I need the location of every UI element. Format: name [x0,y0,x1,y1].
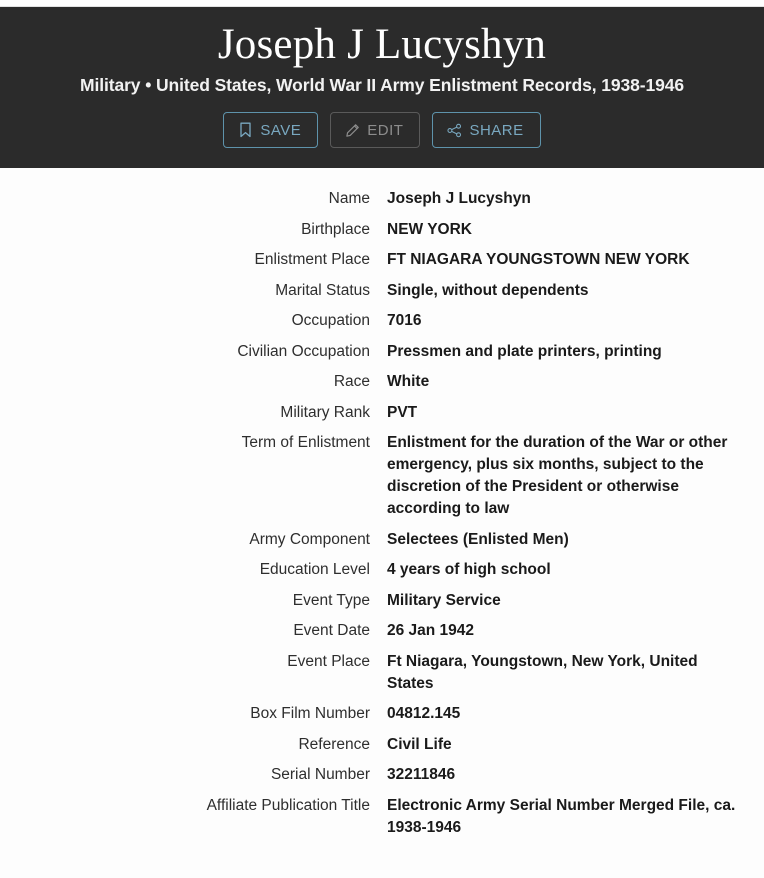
edit-button[interactable] [330,112,420,148]
table-row [0,188,764,219]
field-label: Education Level [259,561,370,579]
field-label: Marital Status [275,281,370,299]
field-label: Occupation [291,312,370,330]
field-value: 4 years of high school [387,561,551,579]
table-row [0,341,764,372]
field-value: 7016 [387,312,422,330]
page-title: Joseph J Lucyshyn [217,21,547,68]
record-details [0,168,764,847]
table-row [0,249,764,280]
share-nodes-icon [447,122,462,138]
table-row [0,432,764,529]
field-value: Joseph J Lucyshyn [387,190,531,208]
field-value: Single, without dependents [387,281,589,299]
top-divider [0,0,764,7]
field-label: Name [328,190,370,208]
field-label: Army Component [249,530,370,548]
field-label: Affiliate Publication Title [206,796,370,814]
table-row [0,703,764,734]
table-row [0,734,764,765]
field-value: Military Service [387,591,501,609]
field-value: FT NIAGARA YOUNGSTOWN NEW YORK [387,251,690,269]
field-label: Military Rank [280,403,370,421]
field-label: Reference [298,735,370,753]
table-row [0,559,764,590]
field-value: Enlistment for the duration of the War or other emergency, plus six months, subject to the discretion of the President or otherwise according to law [387,434,728,518]
record-header [0,7,764,168]
table-row [0,795,764,848]
table-row [0,651,764,704]
field-value: White [387,373,430,391]
field-label: Serial Number [270,766,370,784]
bookmark-icon [238,122,253,138]
header-action-bar [12,112,752,148]
table-row [0,764,764,795]
table-row [0,310,764,341]
field-label: Race [333,373,370,391]
field-label: Civilian Occupation [237,342,370,360]
field-value: 32211846 [387,766,456,784]
table-row [0,219,764,250]
field-label: Term of Enlistment [241,434,370,452]
field-value: Civil Life [387,735,452,753]
field-value: Ft Niagara, Youngstown, New York, United States [387,652,698,692]
table-row [0,529,764,560]
field-label: Event Place [287,652,370,670]
field-value: 04812.145 [387,705,461,723]
pencil-icon [345,122,360,138]
save-button-label: SAVE [260,121,302,139]
table-row [0,280,764,311]
table-row [0,371,764,402]
share-button[interactable] [432,112,540,148]
field-label: Enlistment Place [254,251,370,269]
field-value: Pressmen and plate printers, printing [387,342,662,360]
field-value: Selectees (Enlisted Men) [387,530,569,548]
record-fields-table [0,188,764,847]
record-collection-subtitle: Military • United States, World War II Army Enlistment Records, 1938-1946 [79,75,685,96]
field-value: PVT [387,403,418,421]
field-label: Event Type [292,591,370,609]
share-button-label: SHARE [469,121,524,139]
edit-button-label: EDIT [367,121,404,139]
field-value: 26 Jan 1942 [387,622,475,640]
table-row [0,402,764,433]
save-button[interactable] [223,112,318,148]
table-row [0,590,764,621]
field-value: NEW YORK [387,220,472,238]
table-row [0,620,764,651]
field-label: Box Film Number [250,705,370,723]
field-label: Event Date [293,622,370,640]
field-label: Birthplace [301,220,370,238]
record-fields-body [0,188,764,847]
field-value: Electronic Army Serial Number Merged File, ca. 1938-1946 [387,796,736,836]
